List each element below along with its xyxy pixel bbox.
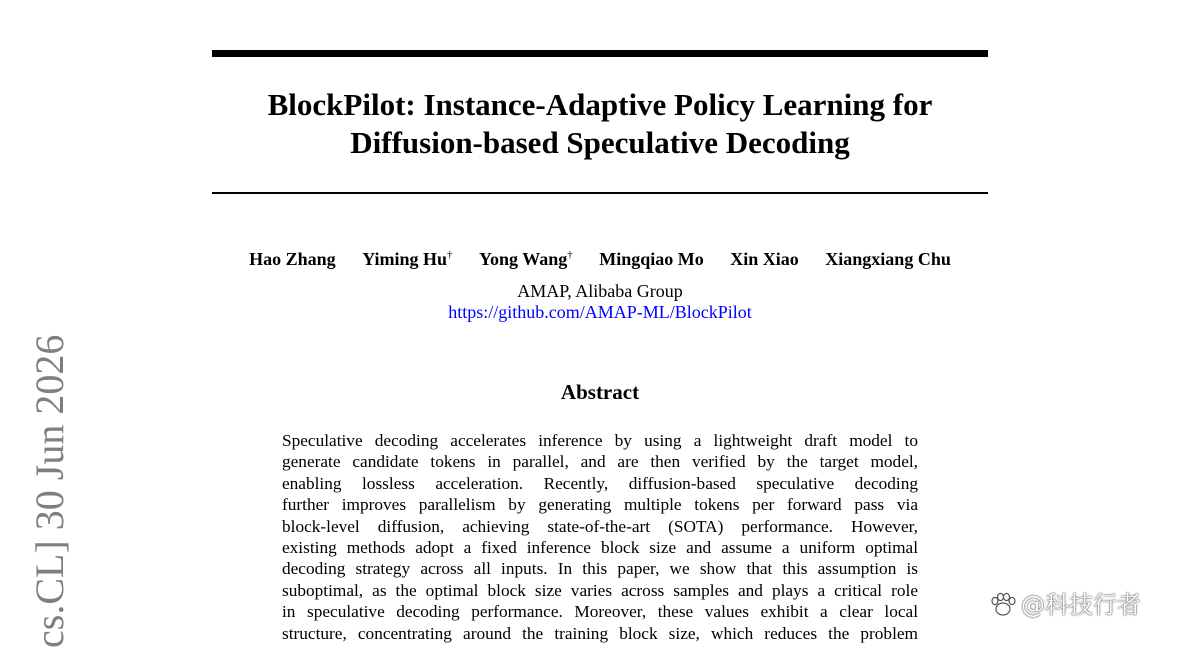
- author: Xiangxiang Chu: [825, 249, 951, 269]
- abstract-line: existing methods adopt a fixed inference block size and assume a uniform optimal: [282, 538, 918, 558]
- affiliation-block: [212, 281, 988, 323]
- author: Mingqiao Mo: [599, 249, 704, 269]
- source-watermark: [988, 588, 1141, 622]
- abstract-line: structure, concentrating around the training block size, which reduces the problem: [282, 623, 918, 643]
- abstract-line: Speculative decoding accelerates inference by using a lightweight draft model to: [282, 431, 918, 450]
- arxiv-margin-id: cs.CL] 30 Jun 2026: [27, 334, 72, 648]
- abstract-line: generate candidate tokens in parallel, and are then verified by the target model,: [282, 452, 918, 472]
- author: Yiming Hu†: [362, 249, 453, 269]
- author-list: [212, 247, 988, 271]
- affiliation: AMAP, Alibaba Group: [517, 281, 683, 301]
- repo-link[interactable]: https://github.com/AMAP-ML/BlockPilot: [448, 302, 752, 322]
- abstract-line: in speculative decoding performance. Moreover, these values exhibit a clear local: [282, 602, 918, 622]
- abstract-body: [282, 430, 918, 644]
- abstract-heading: Abstract: [560, 380, 640, 404]
- author: Hao Zhang: [249, 249, 336, 269]
- author: Xin Xiao: [730, 249, 799, 269]
- title-bottom-rule: [212, 192, 988, 194]
- abstract-line: further improves parallelism by generating multiple tokens per forward pass via: [282, 495, 918, 515]
- abstract-line: decoding strategy across all inputs. In this paper, we show that this assumption is: [282, 559, 918, 579]
- abstract-line: enabling lossless acceleration. Recently, diffusion-based speculative decoding: [282, 473, 918, 493]
- paper-title: [212, 86, 988, 162]
- abstract-line: block-level diffusion, achieving state-of-the-art (SOTA) performance. However,: [282, 516, 918, 536]
- title-line-1: BlockPilot: Instance-Adaptive Policy Learning for: [267, 87, 933, 122]
- watermark-text: @科技行者: [1021, 591, 1141, 619]
- paw-icon: [988, 590, 1018, 620]
- title-line-2: Diffusion-based Speculative Decoding: [350, 125, 850, 160]
- author: Yong Wang†: [479, 249, 573, 269]
- abstract-line: suboptimal, as the optimal block size varies across samples and plays a critical role: [282, 580, 918, 600]
- title-top-rule: [212, 50, 988, 57]
